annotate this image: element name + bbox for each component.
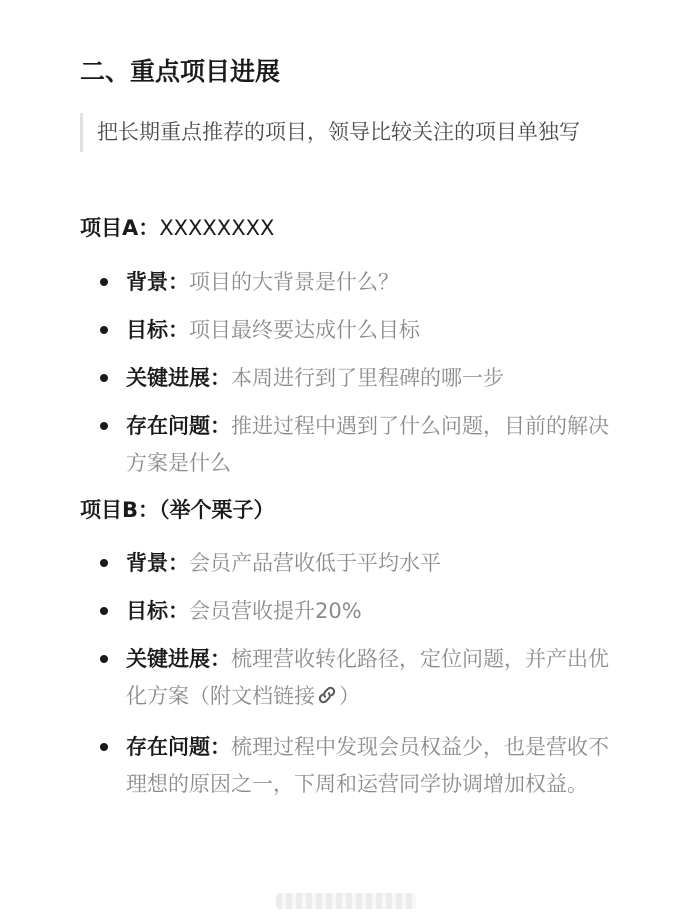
bullet-dot [100, 743, 108, 751]
list-item-background [80, 545, 620, 582]
list-item-issues [80, 408, 620, 482]
item-label: 目标： [126, 318, 189, 342]
item-label: 关键进展： [126, 647, 231, 671]
list-item-background [80, 264, 620, 301]
project-a-title [80, 213, 274, 243]
item-label: 背景： [126, 551, 189, 575]
list-item-goal [80, 312, 620, 349]
list-item-issues [80, 729, 620, 803]
bullet-dot [100, 374, 108, 382]
list-item-key-progress [80, 641, 620, 718]
item-label: 存在问题： [126, 414, 231, 438]
item-value: 梳理过程中发现会员权益少，也是营收不理想的原因之一，下周和运营同学协调增加权益。 [126, 735, 609, 796]
bullet-dot [100, 559, 108, 567]
item-value: 推进过程中遇到了什么问题，目前的解决方案是什么 [126, 414, 609, 475]
project-b-list [80, 545, 620, 814]
bullet-dot [100, 326, 108, 334]
list-item-goal [80, 593, 620, 630]
item-value: 会员营收提升20% [189, 599, 362, 623]
link-icon[interactable] [316, 681, 338, 718]
watermark-mark [276, 893, 416, 909]
project-a-prefix: 项目A： [80, 216, 160, 240]
item-value: 本周进行到了里程碑的哪一步 [231, 366, 504, 390]
project-a-list [80, 264, 620, 493]
bullet-dot [100, 607, 108, 615]
item-value: 会员产品营收低于平均水平 [189, 551, 441, 575]
item-value: 项目最终要达成什么目标 [189, 318, 420, 342]
item-label: 目标： [126, 599, 189, 623]
item-value: 项目的大背景是什么？ [189, 270, 399, 294]
list-item-key-progress [80, 360, 620, 397]
project-b-title [80, 495, 275, 525]
bullet-dot [100, 655, 108, 663]
blockquote-note: 把长期重点推荐的项目，领导比较关注的项目单独写 [80, 113, 637, 152]
bullet-dot [100, 278, 108, 286]
item-value-end: ） [339, 684, 360, 708]
project-b-prefix: 项目B： [80, 498, 160, 522]
project-a-name: XXXXXXXX [159, 216, 275, 240]
item-label: 关键进展： [126, 366, 231, 390]
bullet-dot [100, 422, 108, 430]
item-label: 背景： [126, 270, 189, 294]
item-value: 梳理营收转化路径，定位问题，并产出优化方案（附文档链接 [126, 647, 609, 708]
project-b-name: （举个栗子） [159, 498, 275, 522]
item-label: 存在问题： [126, 735, 231, 759]
section-heading: 二、重点项目进展 [80, 57, 281, 86]
